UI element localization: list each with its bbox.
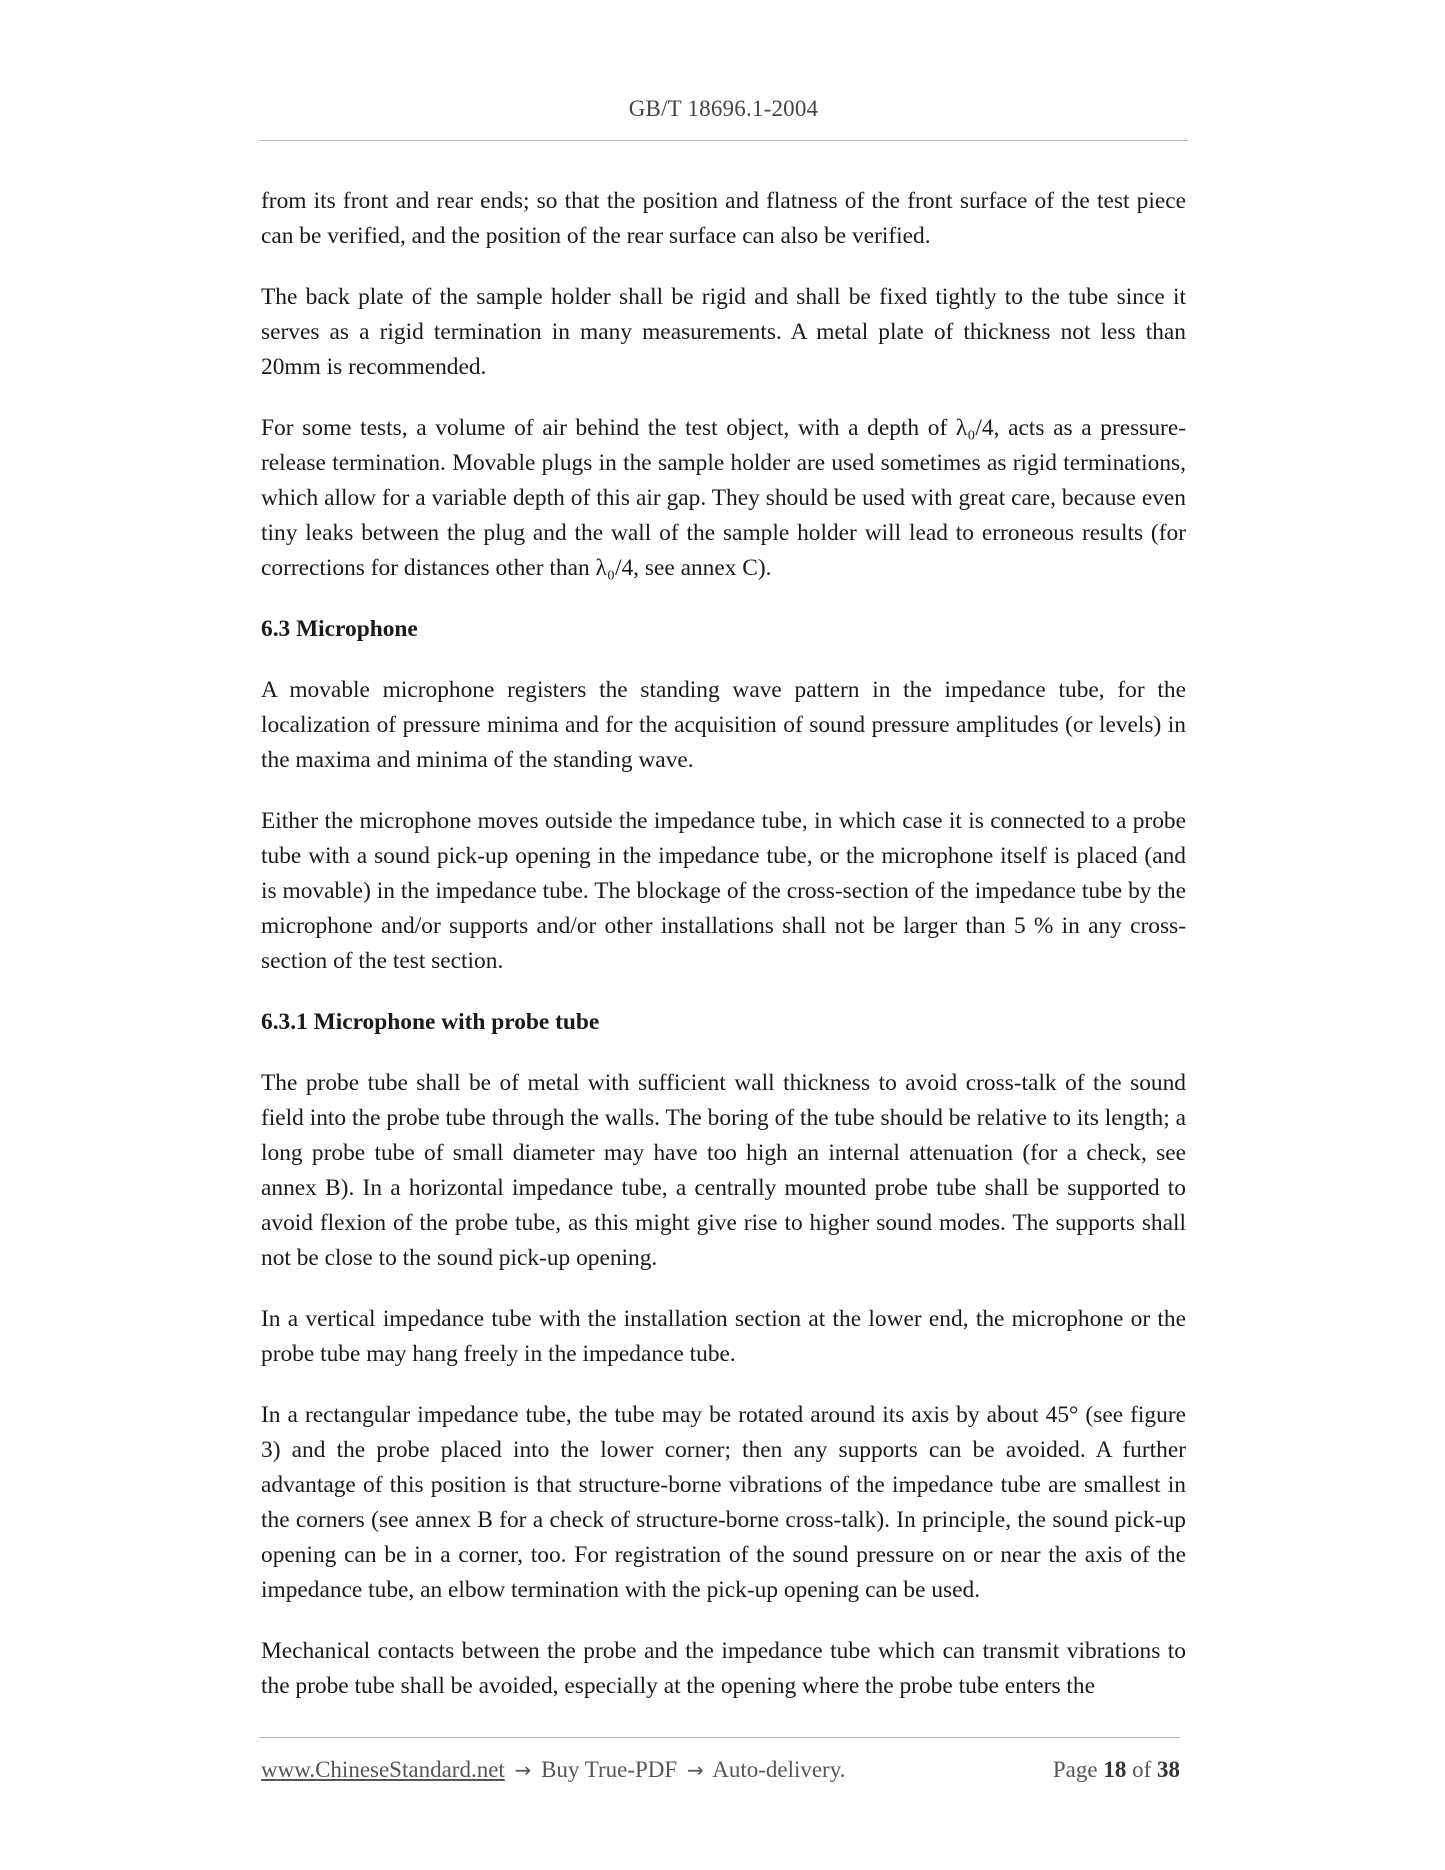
page-current: 18 (1103, 1757, 1127, 1782)
section-heading-6-3-1: 6.3.1 Microphone with probe tube (261, 1009, 600, 1035)
buy-pdf-text: Buy True-PDF (541, 1757, 678, 1782)
footer-promo (261, 1757, 845, 1783)
standard-number: GB/T 18696.1-2004 (628, 96, 819, 121)
section-6-3-1-paragraph-3: In a rectangular impedance tube, the tube may be rotated around its axis by about 45° (see figure 3) and the probe placed into the lower corner; then any supports can be avoided. A further advantage of this position is that structure-borne vibrations of the impedance tube are smallest in the corners (see annex B for a check of structure-borne cross-talk). In principle, the sound pick-up opening can be in a corner, too. For registration of the sound pressure on or near the axis of the impedance tube, an elbow termination with the pick-up opening can be used. (261, 1402, 1186, 1603)
section-6-3-paragraph-2: Either the microphone moves outside the impedance tube, in which case it is connected to a probe tube with a sound pick-up opening in the impedance tube, or the microphone itself is placed (and is movable) in the impedance tube. The blockage of the cross-section of the impedance tube by the microphone and/or supports and/or other installations shall not be larger than 5 % in any cross-section of the test section. (261, 808, 1186, 974)
arrow-right-icon: → (686, 1758, 704, 1782)
page-total: 38 (1157, 1757, 1180, 1782)
section-6-3-paragraph-1: A movable microphone registers the standing wave pattern in the impedance tube, for the localization of pressure minima and for the acquisition of sound pressure amplitudes (or levels) in the maxima and minima of the standing wave. (261, 677, 1186, 773)
page-footer (261, 1757, 1180, 1791)
body-paragraph-1: from its front and rear ends; so that the position and flatness of the front surface of the test piece can be verified, and the position of the rear surface can also be verified. (261, 188, 1186, 249)
body-paragraph-2: The back plate of the sample holder shall be rigid and shall be fixed tightly to the tube since it serves as a rigid termination in many measurements. A metal plate of thickness not less than 20mm is recommended. (261, 284, 1186, 380)
website-link[interactable]: www.ChineseStandard.net (261, 1757, 505, 1782)
section-6-3-1-paragraph-1: The probe tube shall be of metal with sufficient wall thickness to avoid cross-talk of the sound field into the probe tube through the walls. The boring of the tube should be relative to its length; a long probe tube of small diameter may have too high an internal attenuation (for a check, see annex B). In a horizontal impedance tube, a centrally mounted probe tube shall be supported to avoid flexion of the probe tube, as this might give rise to higher sound modes. The supports shall not be close to the sound pick-up opening. (261, 1070, 1186, 1271)
page-of-label: of (1132, 1757, 1152, 1782)
section-6-3-1-paragraph-4: Mechanical contacts between the probe and the impedance tube which can transmit vibrations to the probe tube shall be avoided, especially at the opening where the probe tube enters the (261, 1638, 1186, 1699)
body-paragraph-3: For some tests, a volume of air behind the test object, with a depth of λ₀/4, acts as a pressure-release termination. Movable plugs in the sample holder are used sometimes as rigid terminations, which allow for a variable depth of this air gap. They should be used with great care, because even tiny leaks between the plug and the wall of the sample holder will lead to erroneous results (for corrections for distances other than λ₀/4, see annex C). (261, 415, 1186, 581)
auto-delivery-text: Auto-delivery. (712, 1757, 846, 1782)
page-body (261, 184, 1186, 1730)
header-divider (259, 140, 1188, 141)
arrow-right-icon: → (514, 1758, 532, 1782)
page-header (259, 96, 1188, 122)
footer-divider (259, 1737, 1180, 1738)
section-6-3-1-paragraph-2: In a vertical impedance tube with the installation section at the lower end, the microphone or the probe tube may hang freely in the impedance tube. (261, 1306, 1186, 1367)
section-heading-6-3: 6.3 Microphone (261, 616, 418, 642)
page-number (1053, 1757, 1180, 1783)
page-label: Page (1052, 1757, 1098, 1782)
